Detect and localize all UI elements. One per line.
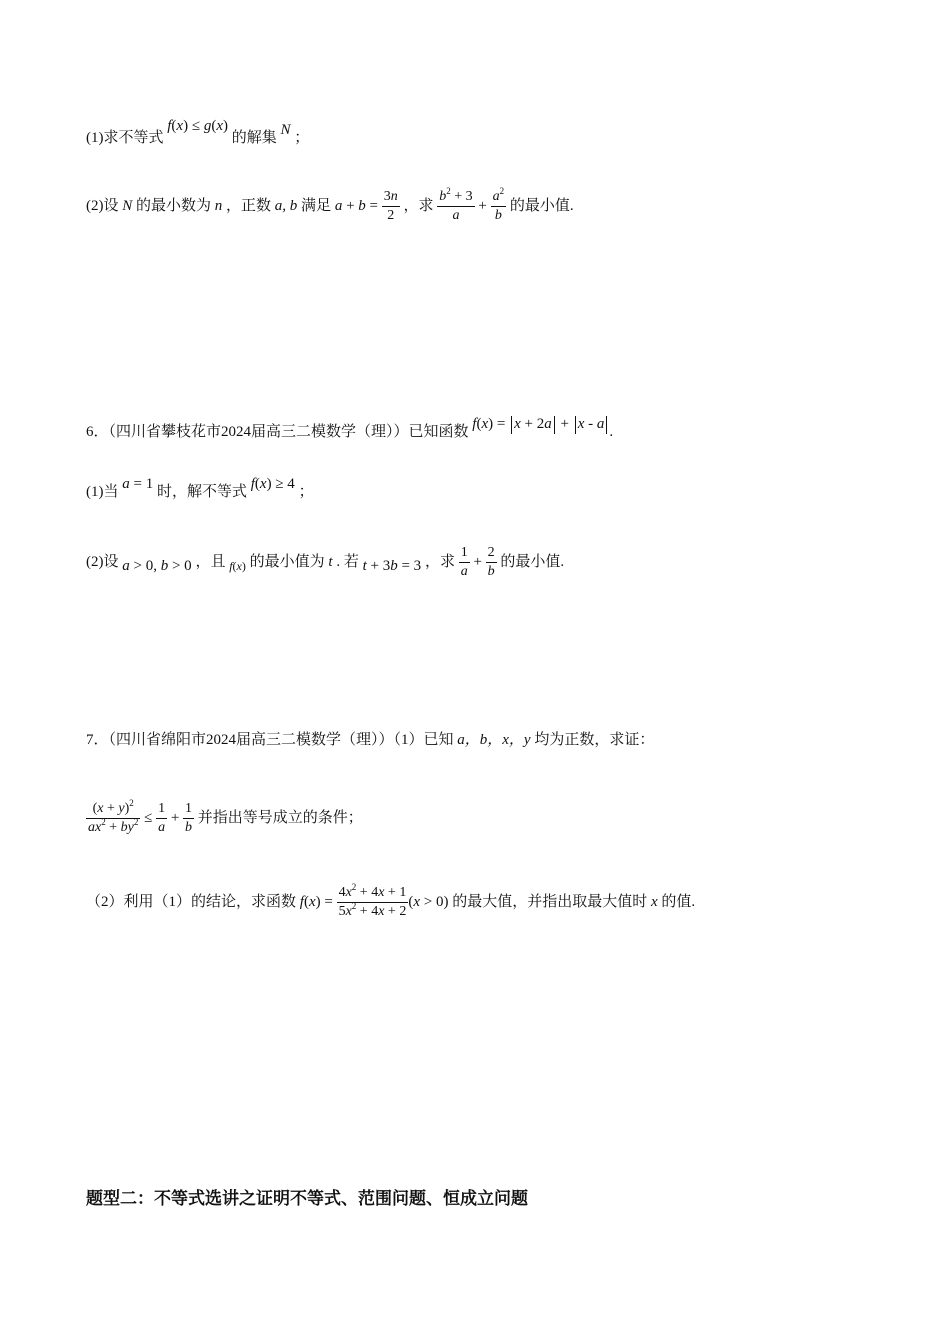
q6-positive-condition: a > 0, b > 0 bbox=[122, 557, 192, 574]
q7-vars: a，b，x，y bbox=[457, 732, 531, 748]
q6-part1-end: ； bbox=[298, 484, 314, 500]
q6-part2-label: (2)设 bbox=[86, 553, 119, 570]
q6-part2 bbox=[86, 544, 564, 581]
q5-part2-text4: ，求 bbox=[403, 197, 434, 214]
q6-part2-text4: ，求 bbox=[424, 553, 455, 570]
q7-part2-end: 的值. bbox=[661, 893, 696, 910]
q6-part2-text2: 的最小值为 bbox=[249, 553, 325, 570]
q5-part2-label: (2)设 bbox=[86, 197, 119, 214]
q5-part1-suffix: 的解集 bbox=[231, 130, 277, 146]
section-heading: 题型二：不等式选讲之证明不等式、范围问题、恒成立问题 bbox=[86, 1189, 528, 1209]
q6-part1-text: 时，解不等式 bbox=[156, 484, 247, 500]
q7-function-formula: f(x) = $\frac{4x^2 + 4x + 1}{5x^2 + 4x + 2}$ (x > 0) bbox=[299, 882, 449, 919]
q5-part2-end: 的最小值. bbox=[509, 197, 574, 214]
q6-function-formula: f(x) = x + 2a + x - a bbox=[472, 416, 609, 432]
q5-part2-ab: a, b bbox=[274, 197, 298, 214]
q7-head-end: 均为正数，求证： bbox=[534, 732, 655, 748]
q7-head-text: 7．（四川省绵阳市2024届高三二模数学（理））（1）已知 bbox=[86, 732, 454, 748]
q5-part1-label: (1)求不等式 bbox=[86, 130, 164, 146]
q6-head-text: 6．（四川省攀枝花市2024届高三二模数学（理））已知函数 bbox=[86, 424, 469, 440]
q5-part1 bbox=[86, 118, 310, 148]
q6-part2-t: t bbox=[328, 553, 333, 570]
q5-part2 bbox=[86, 188, 574, 225]
q5-part1-end: ； bbox=[294, 130, 310, 146]
q7-part2-label: （2）利用（1）的结论，求函数 bbox=[86, 893, 297, 910]
q5-part2-text2: ，正数 bbox=[226, 197, 272, 214]
q7-proof-formula: $\frac{(x + y)^2}{ax^2 + by^2}$ ≤ $\frac{1}{a}$ + $\frac{1}{b}$ bbox=[88, 798, 193, 835]
q6-inequality-formula: f(x) ≥ 4 bbox=[250, 476, 295, 492]
q6-constraint-formula: t + 3b = 3 bbox=[362, 557, 422, 574]
q6-a-equals-1: a = 1 bbox=[122, 476, 154, 492]
q5-set-N: N bbox=[280, 122, 291, 138]
q7-part2 bbox=[86, 884, 695, 921]
q6-part1 bbox=[86, 476, 314, 502]
q7-part2-x: x bbox=[650, 893, 658, 910]
q6-head bbox=[86, 416, 614, 442]
q6-part1-label: (1)当 bbox=[86, 484, 119, 500]
q7-head bbox=[86, 730, 654, 750]
q6-head-end: . bbox=[609, 424, 614, 440]
q5-part2-n: n bbox=[214, 197, 223, 214]
q5-part2-N: N bbox=[122, 197, 133, 214]
q5-inequality-formula: f(x) ≤ g(x) bbox=[167, 118, 228, 134]
q6-fx-small: f(x) bbox=[229, 558, 246, 573]
q6-part2-text3: . 若 bbox=[336, 553, 359, 570]
q5-target-formula: $\frac{b^2 + 3}{a}$ + $\frac{a^2}{b}$ bbox=[439, 186, 505, 223]
q6-target-formula: $\frac{1}{a}$ + $\frac{2}{b}$ bbox=[460, 545, 495, 579]
q5-condition-formula: a + b = $\frac{3n}{2}$ bbox=[334, 189, 398, 223]
q5-part2-text3: 满足 bbox=[301, 197, 332, 214]
q6-part2-end: 的最小值. bbox=[500, 553, 565, 570]
q7-part1-end: 并指出等号成立的条件； bbox=[197, 809, 363, 826]
q7-part1 bbox=[86, 800, 363, 837]
q5-part2-text1: 的最小数为 bbox=[136, 197, 212, 214]
q7-part2-text: 的最大值，并指出取最大值时 bbox=[452, 893, 648, 910]
q6-part2-text1: ，且 bbox=[195, 553, 226, 570]
